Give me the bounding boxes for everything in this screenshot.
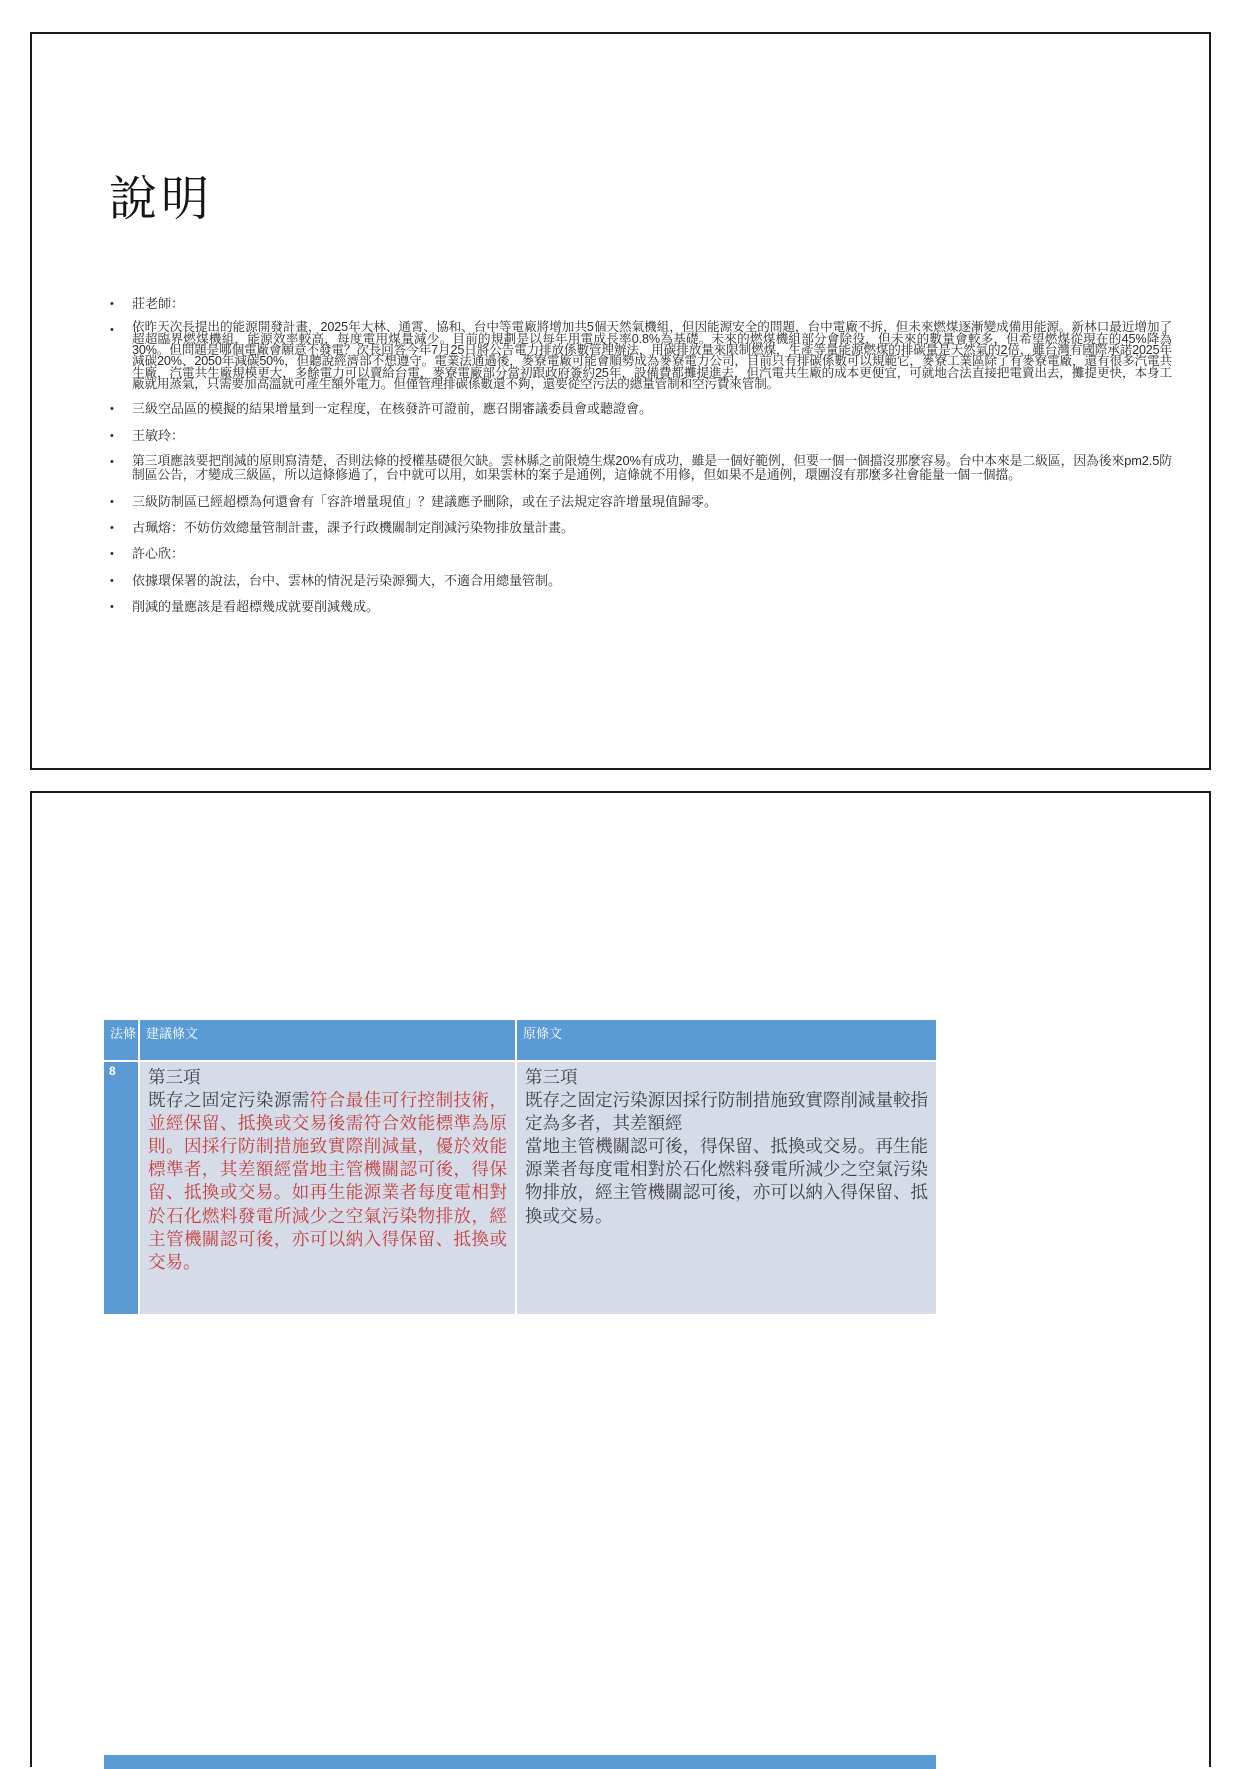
cell-proposed-text — [140, 1062, 515, 1314]
bullet-icon: • — [110, 574, 114, 587]
col-header-proposed-text: 建議條文 — [140, 1020, 515, 1060]
proposed-heading: 第三項 — [148, 1067, 201, 1087]
next-table-header-strip — [104, 1755, 936, 1769]
slide-title: 說明 — [109, 171, 214, 227]
cell-article-number: 8 — [104, 1062, 138, 1314]
bullet-text: 古珮熔：不妨仿效總量管制計畫，課予行政機關制定削減污染物排放量計畫。 — [132, 519, 575, 535]
slide-1 — [30, 32, 1211, 770]
bullet-item — [110, 454, 1172, 483]
proposed-body — [148, 1089, 507, 1274]
bullet-text: 削減的量應該是看超標幾成就要削減幾成。 — [132, 598, 380, 614]
col-header-law-article: 法條 — [104, 1020, 138, 1060]
bullet-icon: • — [110, 324, 114, 337]
bullet-list — [110, 296, 1172, 625]
bullet-icon: • — [110, 521, 114, 534]
proposed-unchanged-text: 既存之固定污染源需 — [148, 1090, 310, 1111]
bullet-text: 依昨天次長提出的能源開發計畫，2025年大林、通霄、協和、台中等電廠將增加共5個天然氣機組，但因能源安全的問題，台中電廠不拆，但未來燃煤逐漸變成備用能源。新林口最近增加了超超臨界燃煤機組，能源效率較高，每度電用煤量減少。目前的規劃是以每年用電成長率0.8%為基礎。未來的燃煤機組部分會除役，但未來的數量會較多，但希望燃煤從現在的45%降為30%。但問題是哪個電廠會願意不發電？次長回答今年7月25日將公告電力排放係數管理辦法，用碳排放量來限制燃煤，生產等量能源燃煤的排碳量是天然氣的2倍，雖台灣有國際承諾2025年減碳20%、2050年減碳50%，但聽說經濟部不想遵守。電業法通過後，麥寮電廠可能會順勢成為麥寮電力公司，目前只有排碳係數可以規範它，麥寮工業區除了有麥寮電廠，還有很多汽電共生廠，汽電共生廠規模更大，多餘電力可以賣給台電，麥寮電廠部分當初跟政府簽約25年，設備費都攤提進去，但汽電共生廠的成本更便宜，可就地合法直接把電賣出去，攤提更快，本身工廠就用蒸氣，只需要加高溫就可產生額外電力。但僅管理排碳係數還不夠，還要從空污法的總量管制和空污費來管制。 — [132, 320, 1172, 391]
bullet-icon: • — [110, 429, 114, 442]
bullet-item — [110, 546, 1172, 561]
original-body-line2: 當地主管機關認可後，得保留、抵換或交易。再生能源業者每度電相對於石化燃料發電所減少之空氣污染物排放，經主管機關認可後，亦可以納入得保留、抵換或交易。 — [525, 1136, 928, 1226]
bullet-text: 許心欣： — [132, 546, 185, 562]
bullet-icon: • — [110, 403, 114, 416]
bullet-item — [110, 573, 1172, 588]
bullet-text: 第三項應該要把削減的原則寫清楚，否則法條的授權基礎很欠缺。雲林縣之前限燒生煤20%有成功，雖是一個好範例，但要一個一個擋沒那麼容易。台中本來是二級區，因為後來pm2.5防制區公告，才變成三級區，所以這條修過了，台中就可以用，如果雲林的案子是通例，這條就不用修，但如果不是通例，環團沒有那麼多社會能量一個一個擋。 — [132, 452, 1172, 483]
bullet-text: 依據環保署的說法，台中、雲林的情況是污染源獨大，不適合用總量管制。 — [132, 572, 562, 588]
law-comparison-table — [104, 1020, 936, 1314]
col-header-original-text: 原條文 — [517, 1020, 936, 1060]
bullet-item — [110, 599, 1172, 614]
bullet-icon: • — [110, 455, 114, 468]
bullet-icon: • — [110, 298, 114, 310]
slide-2 — [30, 791, 1211, 1767]
bullet-item — [110, 520, 1172, 535]
cell-original-text — [517, 1062, 936, 1314]
bullet-text: 三級防制區已經超標為何還會有「容許增量現值」？建議應予刪除，或在子法規定容許增量現值歸零。 — [132, 493, 718, 509]
bullet-icon: • — [110, 548, 114, 561]
bullet-item — [110, 296, 1172, 311]
bullet-item — [110, 494, 1172, 509]
table-row — [104, 1062, 936, 1314]
bullet-text: 莊老師： — [132, 296, 185, 311]
bullet-icon: • — [110, 600, 114, 613]
bullet-item — [110, 401, 1172, 416]
bullet-icon: • — [110, 495, 114, 508]
original-heading: 第三項 — [525, 1067, 578, 1087]
bullet-item — [110, 322, 1172, 390]
original-body-line1: 既存之固定污染源因採行防制措施致實際削減量較指定為多者，其差額經 — [525, 1090, 928, 1134]
bullet-text: 三級空品區的模擬的結果增量到一定程度，在核發許可證前，應召開審議委員會或聽證會。 — [132, 401, 653, 417]
bullet-item — [110, 428, 1172, 443]
table-header-row — [104, 1020, 936, 1060]
bullet-text: 王敏玲： — [132, 427, 185, 443]
proposed-revised-text: 符合最佳可行控制技術，並經保留、抵換或交易後需符合效能標準為原則。因採行防制措施致實際削減量，優於效能標準者，其差額經當地主管機關認可後，得保留、抵換或交易。如再生能源業者每度電相對於石化燃料發電所減少之空氣污染物排放，經主管機關認可後，亦可以納入得保留、抵換或交易。 — [148, 1090, 508, 1272]
